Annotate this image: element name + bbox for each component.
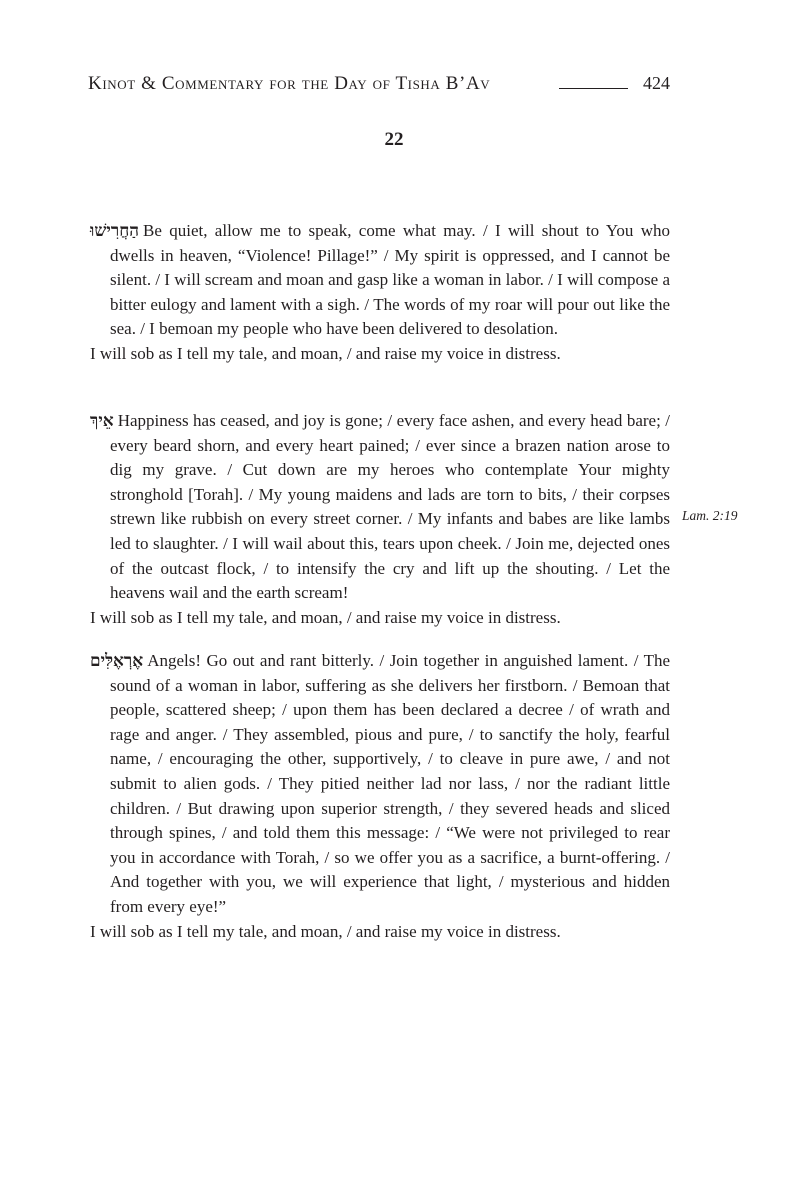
stanza xyxy=(90,409,670,630)
margin-citation: Lam. 2:19 xyxy=(682,508,738,523)
stanza xyxy=(90,219,670,367)
running-header-title: Kinot & Commentary for the Day of Tisha B’Av xyxy=(88,73,491,94)
refrain: I will sob as I tell my tale, and moan, / and raise my voice in distress. xyxy=(90,343,561,363)
stanza xyxy=(90,649,670,944)
kinah-number: 22 xyxy=(384,129,404,150)
header-rule xyxy=(559,88,628,89)
hebrew-incipit: אֶרְאֶלִּים xyxy=(90,651,144,671)
refrain: I will sob as I tell my tale, and moan, / and raise my voice in distress. xyxy=(90,921,561,941)
stanza-text xyxy=(90,649,670,920)
refrain: I will sob as I tell my tale, and moan, / and raise my voice in distress. xyxy=(90,607,561,627)
page-number: 424 xyxy=(643,73,670,93)
stanza-text xyxy=(90,409,670,606)
stanza-body: Be quiet, allow me to speak, come what may. / I will shout to You who dwells in heaven, “Violence! Pillage!” / My spirit is oppressed, and I cannot be silent. / I will scream and moan and gasp like a woman in labor. / I will compose a bitter eulogy and lament with a sigh. / The words of my roar will pour out like the sea. / I bemoan my people who have been delivered to desolation. xyxy=(110,221,670,339)
stanza-body: Happiness has ceased, and joy is gone; / every face ashen, and every head bare; / every beard shorn, and every heart pained; / ever since a brazen nation arose to dig my grave. / Cut down are my heroes who contemplate Your mighty stronghold [Torah]. / My young maidens and lads are torn to bits, / their corpses strewn like rubbish on every street corner. / My infants and babes are like lambs led to slaughter. / I will wail about this, tears upon cheek. / Join me, dejected ones of the outcast flock, / to intensify the cry and lift up the shouting. / Let the heavens wail and the earth scream! xyxy=(110,411,670,603)
running-header xyxy=(88,70,670,100)
hebrew-incipit: הַחֲרִישׁוּ xyxy=(90,221,140,241)
hebrew-incipit: אֵיךְ xyxy=(90,411,114,431)
stanza-body: Angels! Go out and rant bitterly. / Join together in anguished lament. / The sound of a woman in labor, suffering as she delivers her firstborn. / Bemoan that people, scattered sheep; / upon them has been declared a decree / of wrath and rage and anger. / They assembled, pious and pure, / to sanctify the holy, fearful name, / encouraging the other, supportively, / to cleave in pure awe, / and not submit to alien gods. / They pitied neither lad nor lass, / nor the radiant little children. / But drawing upon superior strength, / they severed heads and sliced through spines, / and told them this message: / “We were not privileged to rear you in accordance with Torah, / so we offer you as a sacrifice, a burnt-offering. / And together with you, we will experience that light, / mysterious and hidden from every eye!” xyxy=(110,651,670,916)
stanza-text xyxy=(90,219,670,342)
